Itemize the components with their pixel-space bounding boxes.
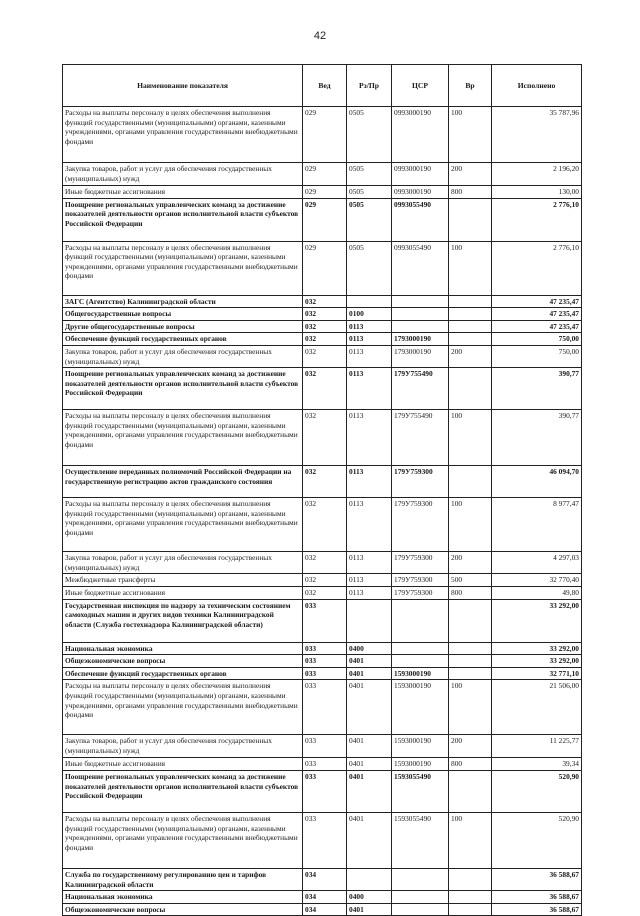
- cell-rzpr: 0113: [347, 320, 392, 333]
- cell-rzpr: 0401: [347, 735, 392, 758]
- cell-amount: 36 588,67: [492, 891, 582, 904]
- cell-name: Национальная экономика: [63, 891, 303, 904]
- table-row: [63, 345, 582, 367]
- cell-amount: 11 225,77: [492, 735, 582, 758]
- table-row: [63, 770, 582, 812]
- cell-rzpr: 0113: [347, 574, 392, 587]
- cell-ved: 034: [303, 891, 347, 904]
- cell-amount: 2 196,20: [492, 163, 582, 186]
- cell-vr: 200: [449, 345, 492, 367]
- table-row: [63, 241, 582, 295]
- cell-csr: 1593055490: [392, 812, 449, 868]
- cell-vr: [449, 320, 492, 333]
- cell-vr: 800: [449, 186, 492, 199]
- cell-amount: 33 292,00: [492, 599, 582, 642]
- cell-amount: 47 235,47: [492, 295, 582, 308]
- table-row: [63, 333, 582, 346]
- table-row: [63, 891, 582, 904]
- table-row: [63, 758, 582, 771]
- cell-rzpr: 0113: [347, 552, 392, 574]
- cell-amount: 46 094,70: [492, 466, 582, 498]
- cell-vr: 100: [449, 241, 492, 295]
- cell-ved: 032: [303, 368, 347, 410]
- cell-csr: 1593055490: [392, 770, 449, 812]
- cell-ved: 032: [303, 498, 347, 552]
- cell-ved: 032: [303, 466, 347, 498]
- cell-ved: 033: [303, 680, 347, 735]
- table-row: [63, 903, 582, 916]
- header-ved: Вед: [303, 65, 347, 107]
- cell-ved: 033: [303, 770, 347, 812]
- cell-ved: 032: [303, 574, 347, 587]
- cell-name: Иные бюджетные ассигнования: [63, 586, 303, 599]
- cell-vr: [449, 868, 492, 890]
- cell-ved: 032: [303, 320, 347, 333]
- cell-name: Национальная экономика: [63, 642, 303, 655]
- cell-vr: [449, 368, 492, 410]
- cell-ved: 033: [303, 758, 347, 771]
- cell-csr: 1593000190: [392, 758, 449, 771]
- cell-amount: 4 297,03: [492, 552, 582, 574]
- cell-rzpr: 0401: [347, 680, 392, 735]
- cell-vr: 200: [449, 735, 492, 758]
- cell-amount: 49,80: [492, 586, 582, 599]
- cell-ved: 029: [303, 163, 347, 186]
- cell-csr: 179У755490: [392, 368, 449, 410]
- cell-ved: 034: [303, 868, 347, 890]
- cell-rzpr: 0113: [347, 345, 392, 367]
- cell-rzpr: 0505: [347, 107, 392, 163]
- cell-amount: 390,77: [492, 410, 582, 466]
- cell-amount: 2 776,10: [492, 241, 582, 295]
- cell-ved: 033: [303, 642, 347, 655]
- cell-amount: 32 771,10: [492, 667, 582, 680]
- cell-vr: [449, 903, 492, 916]
- cell-name: Поощрение региональных управленческих команд за достижение показателей деятельности органов исполнительной власти субъектов Российской Федерации: [63, 368, 303, 410]
- cell-csr: [392, 599, 449, 642]
- page-number: 42: [313, 30, 327, 42]
- table-row: [63, 735, 582, 758]
- cell-amount: 2 776,10: [492, 198, 582, 241]
- cell-csr: [392, 308, 449, 321]
- cell-name: Расходы на выплаты персоналу в целях обеспечения выполнения функций государственными (муниципальными) органами, казенными учреждениями, органами управления государственными внебюджетными фондами: [63, 498, 303, 552]
- cell-name: Закупка товаров, работ и услуг для обеспечения государственных (муниципальных) нужд: [63, 735, 303, 758]
- cell-csr: [392, 320, 449, 333]
- cell-amount: 130,00: [492, 186, 582, 199]
- cell-csr: 0993000190: [392, 186, 449, 199]
- cell-amount: 32 770,40: [492, 574, 582, 587]
- cell-csr: [392, 903, 449, 916]
- table-row: [63, 642, 582, 655]
- cell-vr: 100: [449, 812, 492, 868]
- cell-csr: 1593000190: [392, 735, 449, 758]
- cell-name: Расходы на выплаты персоналу в целях обеспечения выполнения функций государственными (муниципальными) органами, казенными учреждениями, органами управления государственными внебюджетными фондами: [63, 812, 303, 868]
- cell-name: Обеспечение функций государственных органов: [63, 333, 303, 346]
- header-csr: ЦСР: [392, 65, 449, 107]
- cell-ved: 029: [303, 241, 347, 295]
- cell-rzpr: 0113: [347, 586, 392, 599]
- table-row: [63, 466, 582, 498]
- table-row: [63, 410, 582, 466]
- cell-name: Осуществление переданных полномочий Российской Федерации на государственную регистрацию актов гражданского состояния: [63, 466, 303, 498]
- cell-name: Закупка товаров, работ и услуг для обеспечения государственных (муниципальных) нужд: [63, 163, 303, 186]
- cell-amount: 8 977,47: [492, 498, 582, 552]
- cell-rzpr: 0113: [347, 498, 392, 552]
- cell-name: Поощрение региональных управленческих команд за достижение показателей деятельности органов исполнительной власти субъектов Российской Федерации: [63, 198, 303, 241]
- cell-vr: [449, 642, 492, 655]
- table-row: [63, 574, 582, 587]
- cell-ved: 029: [303, 198, 347, 241]
- cell-vr: 100: [449, 680, 492, 735]
- cell-rzpr: 0401: [347, 655, 392, 668]
- cell-csr: 1793000190: [392, 345, 449, 367]
- cell-vr: [449, 770, 492, 812]
- cell-rzpr: 0505: [347, 186, 392, 199]
- table-row: [63, 667, 582, 680]
- cell-vr: [449, 891, 492, 904]
- cell-csr: [392, 295, 449, 308]
- table-row: [63, 308, 582, 321]
- cell-csr: [392, 655, 449, 668]
- cell-amount: 750,00: [492, 345, 582, 367]
- cell-vr: [449, 599, 492, 642]
- cell-rzpr: 0505: [347, 241, 392, 295]
- cell-rzpr: 0505: [347, 198, 392, 241]
- cell-vr: [449, 308, 492, 321]
- table-row: [63, 599, 582, 642]
- cell-name: Межбюджетные трансферты: [63, 574, 303, 587]
- cell-csr: 179У759300: [392, 498, 449, 552]
- cell-vr: 200: [449, 163, 492, 186]
- cell-rzpr: [347, 295, 392, 308]
- cell-csr: [392, 891, 449, 904]
- cell-amount: 35 787,96: [492, 107, 582, 163]
- table-row: [63, 198, 582, 241]
- cell-ved: 032: [303, 308, 347, 321]
- table-header-row: [63, 65, 582, 107]
- cell-csr: 0993000190: [392, 163, 449, 186]
- cell-ved: 033: [303, 667, 347, 680]
- cell-amount: 750,00: [492, 333, 582, 346]
- cell-rzpr: 0113: [347, 466, 392, 498]
- cell-rzpr: 0400: [347, 891, 392, 904]
- cell-amount: 21 506,00: [492, 680, 582, 735]
- cell-rzpr: 0401: [347, 903, 392, 916]
- cell-name: Общеэкономические вопросы: [63, 655, 303, 668]
- cell-ved: 029: [303, 107, 347, 163]
- cell-name: Общегосударственные вопросы: [63, 308, 303, 321]
- cell-name: Закупка товаров, работ и услуг для обеспечения государственных (муниципальных) нужд: [63, 345, 303, 367]
- cell-rzpr: 0505: [347, 163, 392, 186]
- table-row: [63, 552, 582, 574]
- table-row: [63, 107, 582, 163]
- table-body: [63, 107, 582, 916]
- header-rzpr: Рз/Пр: [347, 65, 392, 107]
- cell-name: Расходы на выплаты персоналу в целях обеспечения выполнения функций государственными (муниципальными) органами, казенными учреждениями, органами управления государственными внебюджетными фондами: [63, 107, 303, 163]
- table-row: [63, 812, 582, 868]
- table-row: [63, 680, 582, 735]
- cell-amount: 47 235,47: [492, 320, 582, 333]
- cell-rzpr: [347, 599, 392, 642]
- cell-amount: 39,34: [492, 758, 582, 771]
- cell-ved: 034: [303, 903, 347, 916]
- cell-ved: 032: [303, 586, 347, 599]
- cell-rzpr: 0401: [347, 770, 392, 812]
- cell-rzpr: [347, 868, 392, 890]
- expenditure-table: [62, 64, 582, 916]
- cell-csr: 1593000190: [392, 667, 449, 680]
- cell-csr: 179У759300: [392, 586, 449, 599]
- cell-vr: [449, 198, 492, 241]
- cell-vr: 800: [449, 586, 492, 599]
- cell-amount: 390,77: [492, 368, 582, 410]
- cell-csr: [392, 868, 449, 890]
- table-row: [63, 163, 582, 186]
- cell-name: Иные бюджетные ассигнования: [63, 758, 303, 771]
- cell-csr: 0993055490: [392, 198, 449, 241]
- cell-csr: 0993055490: [392, 241, 449, 295]
- cell-csr: 179У759300: [392, 466, 449, 498]
- cell-name: Расходы на выплаты персоналу в целях обеспечения выполнения функций государственными (муниципальными) органами, казенными учреждениями, органами управления государственными внебюджетными фондами: [63, 241, 303, 295]
- cell-ved: 032: [303, 345, 347, 367]
- cell-name: Другие общегосударственные вопросы: [63, 320, 303, 333]
- cell-name: Расходы на выплаты персоналу в целях обеспечения выполнения функций государственными (муниципальными) органами, казенными учреждениями, органами управления государственными внебюджетными фондами: [63, 680, 303, 735]
- cell-vr: 100: [449, 498, 492, 552]
- cell-ved: 032: [303, 410, 347, 466]
- cell-csr: 1593000190: [392, 680, 449, 735]
- cell-rzpr: 0113: [347, 333, 392, 346]
- cell-amount: 36 588,67: [492, 868, 582, 890]
- cell-name: Государственная инспекция по надзору за техническим состоянием самоходных машин и других видов техники Калининградской области (Служба гостехнадзора Калининградской области): [63, 599, 303, 642]
- header-vr: Вр: [449, 65, 492, 107]
- cell-name: ЗАГС (Агентство) Калининградской области: [63, 295, 303, 308]
- cell-csr: 179У755490: [392, 410, 449, 466]
- cell-vr: [449, 655, 492, 668]
- cell-csr: 179У759300: [392, 552, 449, 574]
- cell-name: Иные бюджетные ассигнования: [63, 186, 303, 199]
- cell-amount: 33 292,00: [492, 655, 582, 668]
- cell-amount: 520,90: [492, 770, 582, 812]
- cell-name: Закупка товаров, работ и услуг для обеспечения государственных (муниципальных) нужд: [63, 552, 303, 574]
- cell-rzpr: 0401: [347, 758, 392, 771]
- cell-name: Расходы на выплаты персоналу в целях обеспечения выполнения функций государственными (муниципальными) органами, казенными учреждениями, органами управления государственными внебюджетными фондами: [63, 410, 303, 466]
- table-row: [63, 586, 582, 599]
- cell-vr: [449, 295, 492, 308]
- cell-csr: 179У759300: [392, 574, 449, 587]
- cell-csr: 0993000190: [392, 107, 449, 163]
- table-row: [63, 320, 582, 333]
- cell-rzpr: 0113: [347, 368, 392, 410]
- cell-vr: 500: [449, 574, 492, 587]
- cell-ved: 033: [303, 655, 347, 668]
- cell-name: Обеспечение функций государственных органов: [63, 667, 303, 680]
- cell-amount: 47 235,47: [492, 308, 582, 321]
- cell-amount: 36 588,67: [492, 903, 582, 916]
- table-row: [63, 655, 582, 668]
- header-name: Наименование показателя: [63, 65, 303, 107]
- cell-ved: 032: [303, 333, 347, 346]
- table-row: [63, 498, 582, 552]
- cell-rzpr: 0401: [347, 812, 392, 868]
- cell-name: Служба по государственному регулированию цен и тарифов Калининградской области: [63, 868, 303, 890]
- cell-ved: 032: [303, 295, 347, 308]
- cell-ved: 033: [303, 812, 347, 868]
- cell-ved: 029: [303, 186, 347, 199]
- cell-name: Общеэкономические вопросы: [63, 903, 303, 916]
- cell-rzpr: 0401: [347, 667, 392, 680]
- table-row: [63, 868, 582, 890]
- cell-ved: 032: [303, 552, 347, 574]
- cell-vr: 200: [449, 552, 492, 574]
- table-row: [63, 368, 582, 410]
- table-row: [63, 295, 582, 308]
- cell-rzpr: 0113: [347, 410, 392, 466]
- cell-vr: 100: [449, 107, 492, 163]
- cell-vr: 800: [449, 758, 492, 771]
- cell-csr: 1793000190: [392, 333, 449, 346]
- cell-vr: [449, 667, 492, 680]
- cell-csr: [392, 642, 449, 655]
- cell-amount: 520,90: [492, 812, 582, 868]
- cell-rzpr: 0400: [347, 642, 392, 655]
- cell-name: Поощрение региональных управленческих команд за достижение показателей деятельности органов исполнительной власти субъектов Российской Федерации: [63, 770, 303, 812]
- cell-ved: 033: [303, 599, 347, 642]
- cell-amount: 33 292,00: [492, 642, 582, 655]
- cell-vr: [449, 333, 492, 346]
- table-row: [63, 186, 582, 199]
- cell-ved: 033: [303, 735, 347, 758]
- cell-rzpr: 0100: [347, 308, 392, 321]
- cell-vr: [449, 466, 492, 498]
- cell-vr: 100: [449, 410, 492, 466]
- header-amount: Исполнено: [492, 65, 582, 107]
